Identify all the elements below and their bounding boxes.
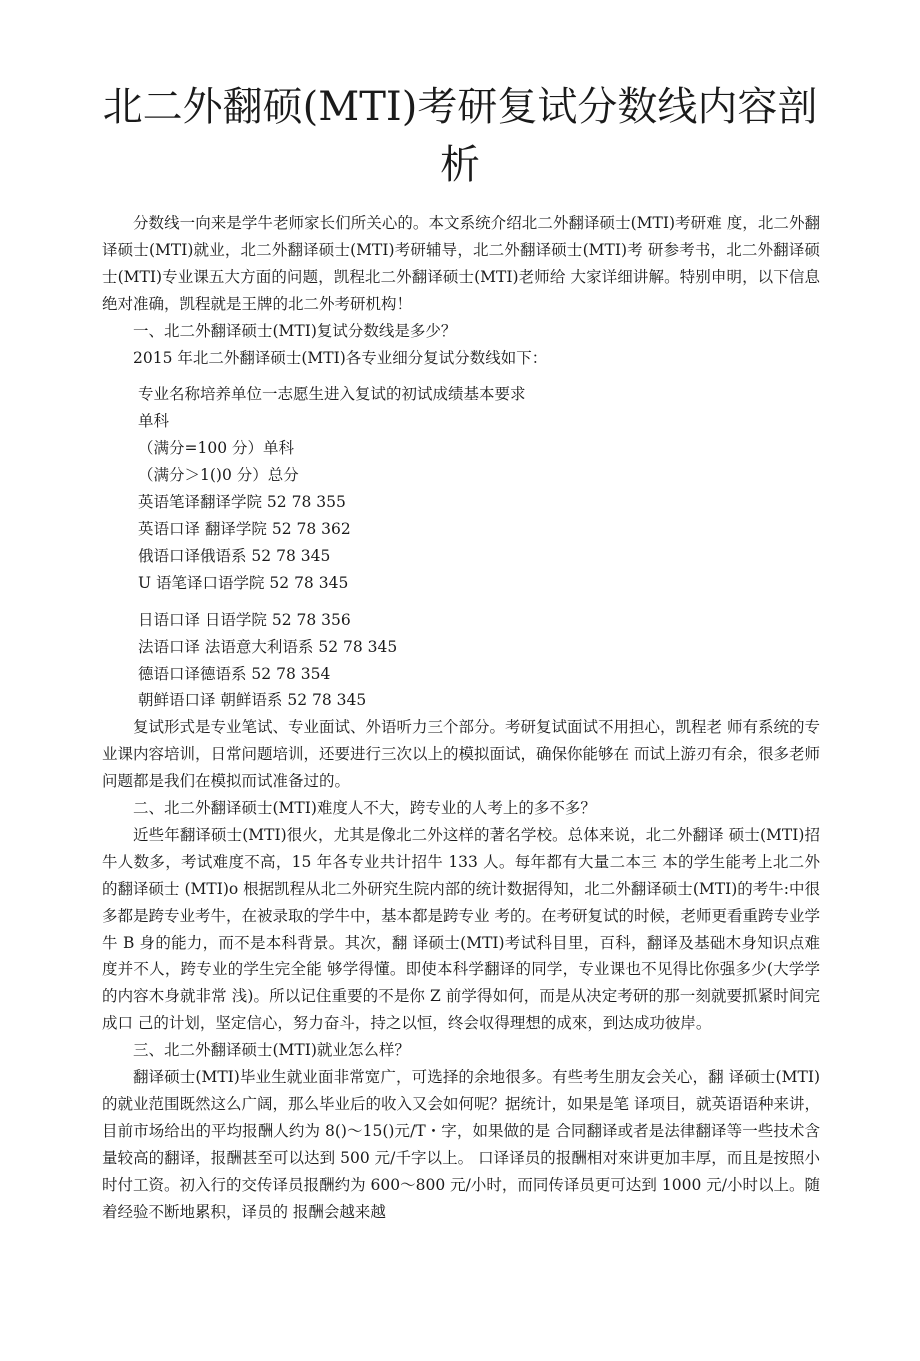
table-row: 俄语口译俄语系 52 78 345: [138, 546, 331, 565]
table-row: 英语口译 翻译学院 52 78 362: [138, 519, 351, 538]
table-row: 德语口译德语系 52 78 354: [138, 664, 331, 683]
table-row: 英语笔译翻译学院 52 78 355: [138, 493, 346, 512]
document-title: 北二外翻硕(MTI)考研复试分数线内容剖析: [102, 84, 818, 188]
table-row: 日语口译 日语学院 52 78 356: [138, 610, 351, 629]
section-heading-3: 三、北二外翻译硕士(MTI)就业怎么样？: [133, 1041, 410, 1060]
table-subheader: （满分=100 分）单科: [138, 439, 294, 458]
table-row: U 语笔译口语学院 52 78 345: [138, 573, 349, 592]
table-row: 法语口译 法语意大利语系 52 78 345: [138, 637, 398, 656]
employment-paragraph: 翻译硕士(MTI)毕业生就业面非常宽广，可选择的余地很多。有些考生朋友会关心，翻 译硕士(MTI)的就业范围既然这么广阔，那么毕业后的收入又会如何呢？据统计，如果是笔 译项目，就英语语种来讲，目前市场给出的平均报酬人约为 8()～15()元/T・字，如果做的是 合同翻译或者是法律翻译等一些技术含量较高的翻译，报酬甚至可以达到 500 元/千字以上。 口译译员的报酬相对來讲更加丰厚，而且是按照小时付工资。初入行的交传译员报酬约为 600～800 元/小时，而同传译员更可达到 1000 元/小时以上。随着经验不断地累积，译员的 报酬会越来越: [102, 1068, 820, 1221]
table-subheader: （满分＞1()0 分）总分: [138, 466, 299, 485]
difficulty-paragraph: 近些年翻译硕士(MTI)很火，尤其是像北二外这样的著名学校。总体来说，北二外翻译 硕士(MTI)招牛人数多，考试难度不高，15 年各专业共计招牛 133 人。每年都有大量二本三 本的学生能考上北二外的翻译硕士 (MTI)o 根据凯程从北二外研究生院内部的统计数据得知，北二外翻译硕士(MTI)的考牛:中很多都是跨专业考牛，在被录取的学牛中，基本都是跨专业 考的。在考研复试的时候，老师更看重跨专业学牛 B 身的能力，而不是本科背景。其次，翻 译硕士(MTI)考试科目里，百科，翻译及基础木身知识点难度并不人，跨专业的学生完全能 够学得懂。即使本科学翻译的同学，专业课也不见得比你强多少(大学学的内容木身就非常 浅)。所以记住重要的不是你 Z 前学得如何，而是从决定考研的那一刻就要抓紧时间完成口 己的计划，坚定信心，努力奋斗，持之以恒，终会収得理想的成來，到达成功彼岸。: [102, 825, 820, 1033]
table-row: 朝鲜语口译 朝鲜语系 52 78 345: [138, 691, 367, 710]
table-header: 专业名称培养单位一志愿生进入复试的初试成绩基本要求: [138, 385, 526, 404]
section-heading-1: 一、北二外翻译硕士(MTI)复试分数线是多少？: [133, 321, 457, 340]
intro-paragraph: 分数线一向来是学牛老师家长们所关心的。本文系统介绍北二外翻译硕士(MTI)考研难 度，北二外翻译硕士(MTI)就业，北二外翻译硕士(MTI)考研辅导，北二外翻译硕士(MTI)考 研参考书，北二外翻译硕士(MTI)专业课五大方面的问题，凯程北二外翻译硕士(MTI)老师给 大家详细讲解。特别申明，以下信息绝对准确，凯程就是王牌的北二外考研机构！: [102, 214, 820, 313]
score-intro: 2015 年北二外翻译硕士(MTI)各专业细分复试分数线如下：: [133, 348, 548, 367]
document-body: [102, 210, 820, 1226]
table-subheader: 单科: [138, 412, 170, 431]
retest-paragraph: 复试形式是专业笔试、专业面试、外语听力三个部分。考研复试面试不用担心，凯程老 师有系统的专业课内容培训，日常问题培训，还要进行三次以上的模拟面试，确保你能够在 而试上游刃有余，很多老师问题都是我们在模拟而试准备过的。: [102, 718, 820, 791]
section-heading-2: 二、北二外翻译硕士(MTI)难度人不大，跨专业的人考上的多不多？: [133, 799, 596, 818]
score-table: [102, 381, 820, 714]
